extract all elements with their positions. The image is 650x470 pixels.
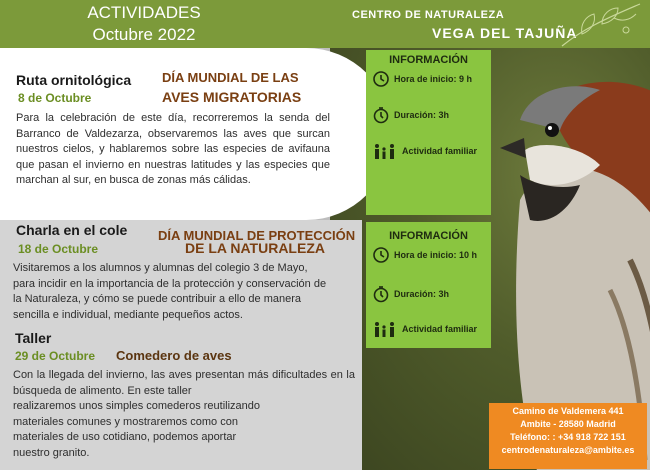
info-box-2-family-row bbox=[372, 320, 477, 338]
stopwatch-icon bbox=[372, 106, 390, 124]
header-month: Octubre 2022 bbox=[92, 25, 196, 44]
family-icon bbox=[372, 320, 398, 338]
activity-1-headline-1: DÍA MUNDIAL DE LAS bbox=[162, 70, 299, 85]
address-line-1: Camino de Valdemera 441 bbox=[512, 406, 624, 416]
info-box-2-start-row bbox=[372, 246, 477, 264]
address-email[interactable]: centrodenaturaleza@ambite.es bbox=[501, 445, 635, 455]
info-box-1-family: Actividad familiar bbox=[402, 146, 478, 156]
info-box-2 bbox=[366, 222, 491, 348]
address-line-2: Ambite - 28580 Madrid bbox=[520, 419, 616, 429]
address-phone: Teléfono: : +34 918 722 151 bbox=[510, 432, 626, 442]
info-box-2-duration-row bbox=[372, 285, 449, 303]
info-box-1-duration: Duración: 3h bbox=[394, 110, 450, 120]
stopwatch-icon bbox=[372, 285, 390, 303]
info-box-2-heading: INFORMACIÓN bbox=[389, 230, 468, 242]
info-box-2-duration: Duración: 3h bbox=[394, 289, 450, 299]
clock-icon bbox=[372, 70, 390, 88]
activity-3-date: 29 de Octubre bbox=[15, 349, 96, 363]
family-icon bbox=[372, 142, 398, 160]
info-box-1-family-row bbox=[372, 142, 477, 160]
info-box-1-start-row bbox=[372, 70, 472, 88]
leaf-decoration-icon bbox=[552, 0, 642, 48]
address-box bbox=[489, 403, 647, 469]
activity-2-title: Charla en el cole bbox=[16, 222, 128, 238]
header-bar bbox=[0, 0, 650, 48]
info-box-1-heading: INFORMACIÓN bbox=[389, 54, 468, 66]
activity-3-body-narrow: realizaremos unos simples comederos reutilizando materiales comunes y mostraremos como con materiales de uso cotidiano, podemos aportar nuestro granito. bbox=[13, 400, 261, 459]
header-activities-block bbox=[84, 2, 204, 46]
activity-2-date: 18 de Octubre bbox=[18, 242, 99, 256]
header-activities: ACTIVIDADES bbox=[87, 3, 201, 22]
info-box-2-start: Hora de inicio: 10 h bbox=[394, 250, 478, 260]
info-box-2-family: Actividad familiar bbox=[402, 324, 478, 334]
clock-icon bbox=[372, 246, 390, 264]
info-box-1-start: Hora de inicio: 9 h bbox=[394, 74, 473, 84]
header-centro: CENTRO DE NATURALEZA bbox=[352, 9, 505, 21]
activity-1-body: Para la celebración de este día, recorreremos la senda del Barranco de Valdezarza, observaremos las aves que surcan nuestros cielos, y hablaremos sobre las especies de avifauna que pasan el invierno en nuestras latitudes y las especies que marchan al sur, en busca de zonas más cálidas. bbox=[16, 112, 330, 186]
activity-3-title: Taller bbox=[15, 330, 52, 346]
activity-1-title: Ruta ornitológica bbox=[16, 72, 132, 88]
activity-3-body-wide: Con la llegada del invierno, las aves presentan más dificultades en la búsqueda de alimento. En este taller bbox=[13, 369, 355, 397]
info-box-1 bbox=[366, 50, 491, 215]
header-vega: VEGA DEL TAJUÑA bbox=[432, 25, 578, 41]
activity-2-body: Visitaremos a los alumnos y alumnas del colegio 3 de Mayo, para incidir en la importancia de la protección y conservación de la Naturaleza, y cómo se puede contribuir a ello de manera sencilla e individual, mediante pequeños actos. bbox=[13, 262, 327, 321]
activity-1-date: 8 de Octubre bbox=[18, 91, 92, 105]
activity-3-headline: Comedero de aves bbox=[116, 348, 232, 363]
activity-1-headline-2: AVES MIGRATORIAS bbox=[162, 89, 302, 105]
activity-2-headline-1: DÍA MUNDIAL DE PROTECCIÓN bbox=[158, 228, 356, 243]
activity-2-headline-2: DE LA NATURALEZA bbox=[185, 240, 325, 256]
info-box-1-duration-row bbox=[372, 106, 449, 124]
